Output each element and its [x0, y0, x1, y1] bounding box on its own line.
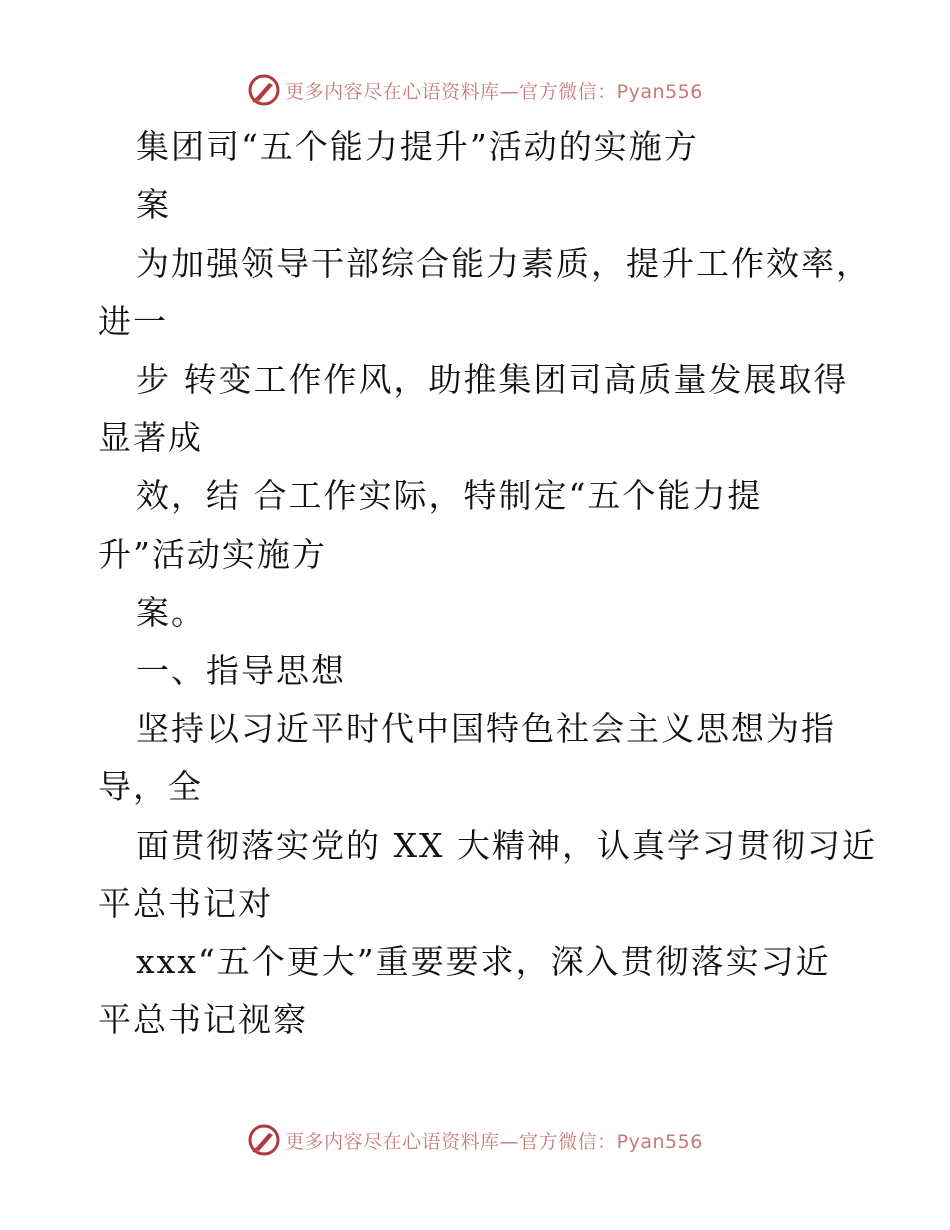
header-banner-text: 更多内容尽在心语资料库—官方微信：Pyan556: [285, 80, 703, 103]
paragraph-line: 平总书记对: [98, 884, 273, 923]
quill-pen-logo-icon: [247, 1123, 281, 1157]
paragraph-line: 进一: [98, 302, 168, 341]
paragraph-line: 升”活动实施方: [98, 535, 327, 574]
paragraph-line: 为加强领导干部综合能力素质，提升工作效率，: [136, 244, 871, 283]
paragraph-line: 面贯彻落实党的 XX 大精神，认真学习贯彻习近: [136, 826, 877, 865]
header-banner: [0, 68, 950, 112]
paragraph-line: 效，结 合工作实际，特制定“五个能力提: [136, 476, 763, 515]
paragraph-line: 步 转变工作作风，助推集团司高质量发展取得: [136, 360, 849, 399]
document-title-line-1: 集团司“五个能力提升”活动的实施方: [136, 127, 699, 166]
paragraph-line: 案。: [136, 593, 206, 632]
paragraph-line: 平总书记视察: [98, 1000, 308, 1039]
paragraph-line: 显著成: [98, 418, 203, 457]
footer-banner-text: 更多内容尽在心语资料库—官方微信：Pyan556: [285, 1130, 703, 1153]
footer-banner: [0, 1118, 950, 1162]
paragraph-line: 导，全: [98, 767, 203, 806]
paragraph-line: 坚持以习近平时代中国特色社会主义思想为指: [136, 709, 836, 748]
document-title-line-2: 案: [136, 185, 171, 224]
paragraph-line: xxx“五个更大”重要要求，深入贯彻落实习近: [136, 942, 831, 981]
section-heading: 一、指导思想: [136, 651, 346, 690]
quill-pen-logo-icon: [247, 73, 281, 107]
